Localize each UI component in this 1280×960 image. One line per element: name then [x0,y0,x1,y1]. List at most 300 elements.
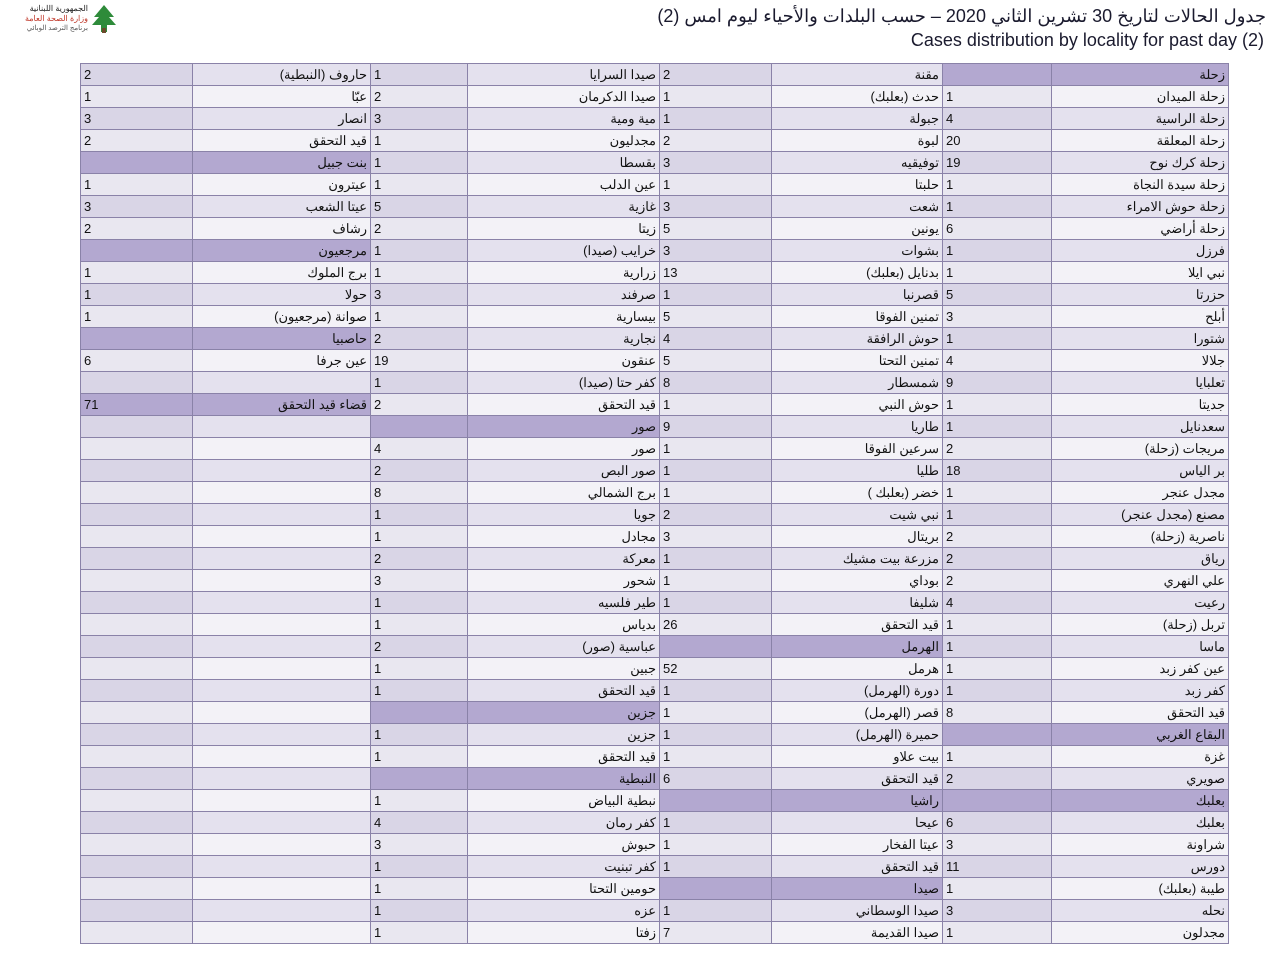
case-count-cell: 1 [943,482,1052,504]
locality-cell: جلالا [1052,350,1229,372]
locality-cell [193,834,371,856]
case-count-cell: 2 [371,86,468,108]
case-count-cell: 5 [943,284,1052,306]
case-count-cell: 1 [371,856,468,878]
case-count-cell: 19 [943,152,1052,174]
case-count-cell: 2 [943,548,1052,570]
case-count-cell [81,504,193,526]
locality-cell: شليفا [772,592,943,614]
table-row [81,460,1229,482]
locality-cell: حوش النبي [772,394,943,416]
case-count-cell: 1 [371,878,468,900]
table-row [81,746,1229,768]
locality-cell: عيتا الفخار [772,834,943,856]
case-count-cell: 2 [81,130,193,152]
case-count-cell: 1 [371,680,468,702]
case-count-cell [660,636,772,658]
locality-cell: قيد التحقق [772,614,943,636]
locality-cell [193,724,371,746]
locality-cell: نبي ايلا [1052,262,1229,284]
table-row [81,130,1229,152]
locality-cell: كفر حتا (صيدا) [468,372,660,394]
locality-cell: ناصرية (زحلة) [1052,526,1229,548]
case-count-cell: 1 [943,614,1052,636]
locality-cell: تمنين الفوقا [772,306,943,328]
table-row [81,548,1229,570]
locality-cell: بعلبك [1052,812,1229,834]
locality-cell [193,526,371,548]
case-count-cell: 4 [943,592,1052,614]
table-row [81,372,1229,394]
logo-line-republic: الجمهورية اللبنانية [29,4,88,13]
page-title-arabic: جدول الحالات لتاريخ 30 تشرين الثاني 2020 – حسب البلدات والأحياء ليوم امس (2) [657,6,1266,26]
case-count-cell [81,460,193,482]
locality-cell: طير فلسيه [468,592,660,614]
case-count-cell: 1 [660,724,772,746]
case-count-cell: 6 [660,768,772,790]
locality-cell: أبلح [1052,306,1229,328]
locality-cell: قيد التحقق [772,768,943,790]
locality-cell [193,614,371,636]
case-count-cell: 1 [371,592,468,614]
locality-cell: بيسارية [468,306,660,328]
locality-cell: شحور [468,570,660,592]
table-row [81,152,1229,174]
case-count-cell: 2 [943,526,1052,548]
district-header-cell: النبطية [468,768,660,790]
case-count-cell: 8 [371,482,468,504]
district-header-cell: قضاء قيد التحقق [193,394,371,416]
case-count-cell: 2 [943,768,1052,790]
locality-cell: عيترون [193,174,371,196]
locality-cell: توفيقيه [772,152,943,174]
locality-cell [193,856,371,878]
district-header-cell: صيدا [772,878,943,900]
case-count-cell: 1 [660,548,772,570]
case-count-cell: 5 [660,350,772,372]
case-count-cell: 1 [371,900,468,922]
case-count-cell [81,592,193,614]
case-count-cell [81,548,193,570]
case-count-cell [81,526,193,548]
locality-cell: حبوش [468,834,660,856]
locality-cell: شعت [772,196,943,218]
locality-cell [193,878,371,900]
case-count-cell: 3 [660,196,772,218]
case-count-cell: 1 [81,174,193,196]
locality-cell: بيت علاو [772,746,943,768]
locality-cell: مقنة [772,64,943,86]
case-count-cell: 1 [943,746,1052,768]
case-count-cell: 3 [660,240,772,262]
case-count-cell: 6 [943,218,1052,240]
locality-cell: رشاف [193,218,371,240]
case-count-cell: 1 [660,592,772,614]
case-count-cell: 3 [943,834,1052,856]
locality-cell: زحلة كرك نوح [1052,152,1229,174]
case-count-cell: 1 [660,680,772,702]
table-row [81,900,1229,922]
case-count-cell: 1 [81,86,193,108]
case-count-cell: 1 [371,658,468,680]
case-count-cell: 2 [660,504,772,526]
locality-cell: حولا [193,284,371,306]
district-header-cell: مرجعيون [193,240,371,262]
locality-cell: علي النهري [1052,570,1229,592]
case-count-cell: 1 [943,504,1052,526]
cases-table [80,63,1229,944]
locality-cell: طليا [772,460,943,482]
case-count-cell: 1 [371,526,468,548]
case-count-cell: 3 [660,526,772,548]
case-count-cell: 1 [660,856,772,878]
case-count-cell: 1 [943,328,1052,350]
case-count-cell [660,878,772,900]
cases-table-body [81,64,1229,944]
table-row [81,768,1229,790]
case-count-cell [81,372,193,394]
locality-cell: معركة [468,548,660,570]
ministry-logo [8,4,118,40]
locality-cell: قيد التحقق [1052,702,1229,724]
locality-cell: مية ومية [468,108,660,130]
case-count-cell: 1 [371,174,468,196]
table-row [81,834,1229,856]
table-row [81,284,1229,306]
logo-line-ministry: وزارة الصحة العامة [24,14,88,23]
case-count-cell: 1 [371,614,468,636]
locality-cell [193,438,371,460]
case-count-cell: 1 [371,240,468,262]
locality-cell: جديتا [1052,394,1229,416]
table-row [81,724,1229,746]
locality-cell: نحله [1052,900,1229,922]
table-row [81,636,1229,658]
locality-cell: مجدليون [468,130,660,152]
case-count-cell [81,570,193,592]
locality-cell: زحلة الراسية [1052,108,1229,130]
table-row [81,174,1229,196]
locality-cell [193,658,371,680]
table-row [81,108,1229,130]
case-count-cell [81,614,193,636]
case-count-cell: 11 [943,856,1052,878]
locality-cell: عيحا [772,812,943,834]
case-count-cell: 1 [660,460,772,482]
locality-cell: قيد التحقق [772,856,943,878]
table-row [81,680,1229,702]
case-count-cell: 1 [371,64,468,86]
case-count-cell: 1 [943,86,1052,108]
case-count-cell: 3 [371,834,468,856]
locality-cell: خرايب (صيدا) [468,240,660,262]
locality-cell [193,548,371,570]
case-count-cell: 71 [81,394,193,416]
locality-cell: برج الشمالي [468,482,660,504]
case-count-cell: 1 [660,812,772,834]
case-count-cell: 1 [943,394,1052,416]
locality-cell: زفتا [468,922,660,944]
case-count-cell: 4 [943,350,1052,372]
table-row [81,658,1229,680]
case-count-cell: 2 [943,438,1052,460]
locality-cell: مجدلون [1052,922,1229,944]
locality-cell: بدنايل (بعلبك) [772,262,943,284]
case-count-cell: 20 [943,130,1052,152]
locality-cell: انصار [193,108,371,130]
locality-cell: عين جرفا [193,350,371,372]
case-count-cell: 1 [943,636,1052,658]
case-count-cell: 8 [943,702,1052,724]
locality-cell: زرارية [468,262,660,284]
case-count-cell: 1 [660,702,772,724]
locality-cell [193,812,371,834]
district-header-cell: جزين [468,702,660,724]
locality-cell: دورة (الهرمل) [772,680,943,702]
locality-cell: حومين التحتا [468,878,660,900]
case-count-cell: 2 [943,570,1052,592]
case-count-cell: 4 [660,328,772,350]
locality-cell: عنقون [468,350,660,372]
case-count-cell: 13 [660,262,772,284]
case-count-cell: 26 [660,614,772,636]
locality-cell: مجادل [468,526,660,548]
locality-cell [193,372,371,394]
case-count-cell: 1 [943,680,1052,702]
case-count-cell: 9 [943,372,1052,394]
table-row [81,570,1229,592]
table-row [81,702,1229,724]
locality-cell: تربل (زحلة) [1052,614,1229,636]
case-count-cell [371,768,468,790]
locality-cell: زحلة الميدان [1052,86,1229,108]
locality-cell [193,790,371,812]
table-row [81,592,1229,614]
locality-cell: حاروف (النبطية) [193,64,371,86]
case-count-cell: 2 [660,64,772,86]
district-header-cell: بعلبك [1052,790,1229,812]
case-count-cell [81,834,193,856]
locality-cell: حزرتا [1052,284,1229,306]
locality-cell [193,900,371,922]
table-row [81,438,1229,460]
locality-cell [193,680,371,702]
locality-cell: زيتا [468,218,660,240]
table-row [81,812,1229,834]
table-row [81,196,1229,218]
case-count-cell: 1 [943,196,1052,218]
table-row [81,64,1229,86]
locality-cell: طيبة (بعلبك) [1052,878,1229,900]
table-row [81,614,1229,636]
table-row [81,306,1229,328]
case-count-cell: 52 [660,658,772,680]
case-count-cell [81,438,193,460]
locality-cell: حلبتا [772,174,943,196]
case-count-cell [81,768,193,790]
case-count-cell: 9 [660,416,772,438]
locality-cell [193,570,371,592]
case-count-cell: 1 [81,284,193,306]
case-count-cell: 1 [81,262,193,284]
table-row [81,526,1229,548]
table-row [81,878,1229,900]
case-count-cell: 1 [371,504,468,526]
cedar-tree-icon [90,4,118,34]
locality-cell: صور البص [468,460,660,482]
locality-cell: شراونة [1052,834,1229,856]
case-count-cell: 1 [943,262,1052,284]
case-count-cell: 3 [943,306,1052,328]
case-count-cell: 2 [371,328,468,350]
table-row [81,350,1229,372]
locality-cell: حميرة (الهرمل) [772,724,943,746]
locality-cell: فرزل [1052,240,1229,262]
locality-cell [193,636,371,658]
locality-cell: ماسا [1052,636,1229,658]
case-count-cell [81,922,193,944]
case-count-cell: 2 [660,130,772,152]
case-count-cell [81,328,193,350]
district-header-cell: البقاع الغربي [1052,724,1229,746]
table-row [81,416,1229,438]
logo-line-program: برنامج الترصد الوبائي [26,25,88,32]
locality-cell [193,504,371,526]
locality-cell: عبّا [193,86,371,108]
case-count-cell: 1 [371,372,468,394]
case-count-cell: 3 [660,152,772,174]
case-count-cell [81,482,193,504]
case-count-cell [371,416,468,438]
case-count-cell: 2 [81,64,193,86]
locality-cell: جزين [468,724,660,746]
case-count-cell: 3 [81,108,193,130]
case-count-cell: 8 [660,372,772,394]
locality-cell [193,746,371,768]
table-row [81,328,1229,350]
locality-cell: صيدا السرايا [468,64,660,86]
case-count-cell [81,658,193,680]
case-count-cell: 1 [371,790,468,812]
locality-cell: صيدا الدكرمان [468,86,660,108]
locality-cell [193,702,371,724]
locality-cell: يونين [772,218,943,240]
case-count-cell: 7 [660,922,772,944]
locality-cell: رياق [1052,548,1229,570]
case-count-cell: 1 [660,394,772,416]
locality-cell: غازية [468,196,660,218]
locality-cell: جبين [468,658,660,680]
case-count-cell: 4 [943,108,1052,130]
case-count-cell: 1 [371,306,468,328]
locality-cell: قيد التحقق [193,130,371,152]
case-count-cell: 1 [660,174,772,196]
case-count-cell: 1 [660,570,772,592]
locality-cell: بدياس [468,614,660,636]
case-count-cell [81,724,193,746]
case-count-cell [943,790,1052,812]
case-count-cell: 2 [81,218,193,240]
case-count-cell [81,900,193,922]
case-count-cell [81,702,193,724]
case-count-cell: 1 [943,240,1052,262]
locality-cell: بر الياس [1052,460,1229,482]
locality-cell: حوش الرافقة [772,328,943,350]
case-count-cell: 1 [371,262,468,284]
locality-cell: قيد التحقق [468,746,660,768]
locality-cell: قيد التحقق [468,680,660,702]
case-count-cell: 6 [943,812,1052,834]
locality-cell: جبولة [772,108,943,130]
case-count-cell: 4 [371,438,468,460]
locality-cell [193,592,371,614]
district-header-cell: راشيا [772,790,943,812]
case-count-cell: 6 [81,350,193,372]
table-row [81,922,1229,944]
case-count-cell: 2 [371,218,468,240]
case-count-cell [81,680,193,702]
table-row [81,240,1229,262]
locality-cell: صيدا القديمة [772,922,943,944]
case-count-cell: 1 [371,922,468,944]
case-count-cell [943,724,1052,746]
district-header-cell: الهرمل [772,636,943,658]
case-count-cell: 1 [943,658,1052,680]
locality-cell: عيتا الشعب [193,196,371,218]
case-count-cell: 1 [943,416,1052,438]
case-count-cell: 1 [371,746,468,768]
case-count-cell: 3 [371,108,468,130]
case-count-cell [81,636,193,658]
case-count-cell [81,416,193,438]
case-count-cell: 1 [371,152,468,174]
case-count-cell [943,64,1052,86]
locality-cell: خضر (بعلبك ) [772,482,943,504]
locality-cell: كفر زبد [1052,680,1229,702]
locality-cell: غزة [1052,746,1229,768]
table-row [81,262,1229,284]
locality-cell: طاريا [772,416,943,438]
table-row [81,856,1229,878]
case-count-cell: 18 [943,460,1052,482]
locality-cell: حدث (بعلبك) [772,86,943,108]
locality-cell: عين الدلب [468,174,660,196]
locality-cell: قيد التحقق [468,394,660,416]
case-count-cell: 1 [660,746,772,768]
locality-cell: صوانة (مرجعيون) [193,306,371,328]
case-count-cell: 5 [660,218,772,240]
case-count-cell: 1 [660,284,772,306]
table-row [81,218,1229,240]
locality-cell: زحلة سيدة النجاة [1052,174,1229,196]
case-count-cell [81,240,193,262]
page-title-english: Cases distribution by locality for past day (2) [910,30,1264,50]
table-row [81,86,1229,108]
table-row [81,482,1229,504]
locality-cell: هرمل [772,658,943,680]
locality-cell: تمنين التحتا [772,350,943,372]
case-count-cell: 1 [660,900,772,922]
case-count-cell: 2 [371,548,468,570]
locality-cell: تعلبايا [1052,372,1229,394]
case-count-cell: 1 [371,724,468,746]
locality-cell: بوداي [772,570,943,592]
locality-cell: عباسية (صور) [468,636,660,658]
table-row [81,790,1229,812]
case-count-cell: 3 [81,196,193,218]
district-header-cell: صور [468,416,660,438]
case-count-cell [81,812,193,834]
